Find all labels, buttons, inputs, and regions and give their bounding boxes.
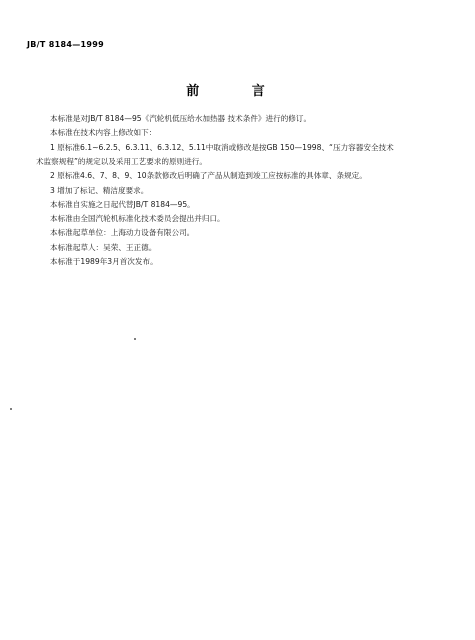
paragraph-change-3: 3 增加了标记、精洁度要求。 [50,186,149,195]
page-title: 前 言 [186,84,289,99]
standard-code-header: JB/T 8184—1999 [27,40,104,49]
paragraph-drafters: 本标准起草人：吴荣、王正德。 [50,243,157,252]
paragraph-changes-lead: 本标准在技术内容上修改如下： [50,128,157,137]
paragraph-proposed-by: 本标准由全国汽轮机标准化技术委员会提出并归口。 [50,214,225,223]
paragraph-drafting-unit: 本标准起草单位：上海动力设备有限公司。 [50,228,195,237]
paragraph-change-2: 2 原标准4.6、7、8、9、10条款修改后明确了产品从制造到竣工应按标准的具体章、条规定。 [50,171,367,180]
paragraph-first-release: 本标准于1989年3月首次发布。 [50,257,158,266]
paragraph-change-1: 1 原标准6.1~6.2.5、6.3.11、6.3.12、5.11中取消或修改是按GB 150—1998、“压力容器安全技术 [50,143,394,152]
scan-speck [134,338,136,340]
paragraph-change-1-cont: 术监察规程”的规定以及采用工艺要求的原则进行。 [36,157,207,166]
paragraph-replaces: 本标准自实施之日起代替JB/T 8184—95。 [50,200,195,209]
scan-speck [10,408,12,410]
paragraph-intro: 本标准是对JB/T 8184—95《汽轮机低压给水加热器 技术条件》进行的修订。 [50,114,312,123]
